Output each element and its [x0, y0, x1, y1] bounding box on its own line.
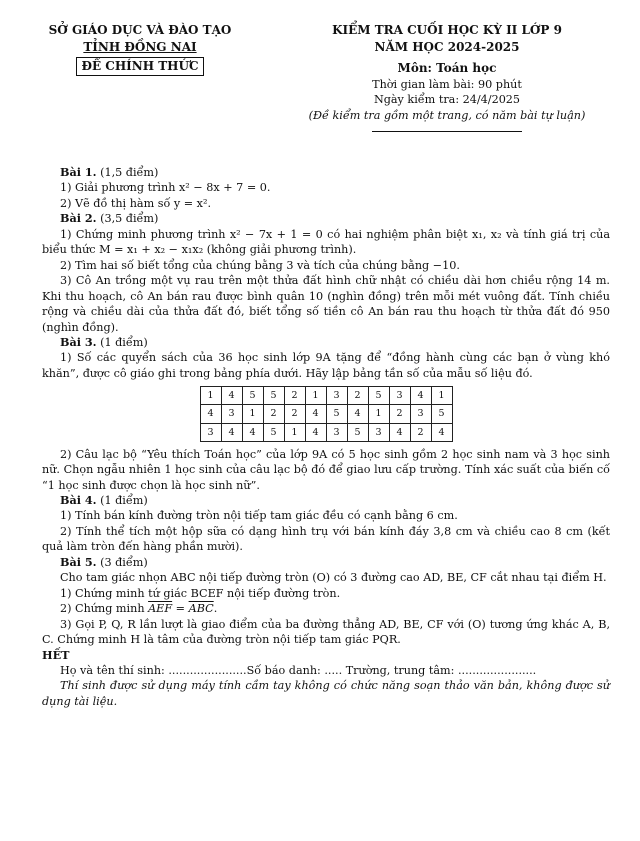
table-cell: 5 [368, 387, 389, 405]
bai1-q2: 2) Vẽ đồ thị hàm số y = x². [60, 196, 212, 210]
bai5-points: (3 điểm) [100, 555, 148, 569]
table-cell: 4 [305, 405, 326, 423]
table-cell: 5 [431, 405, 452, 423]
bai3-heading [42, 335, 610, 350]
table-cell: 4 [410, 387, 431, 405]
table-cell: 1 [284, 423, 305, 441]
table-cell: 2 [284, 405, 305, 423]
bai2-points: (3,5 điểm) [100, 212, 159, 226]
bai5-intro: Cho tam giác nhọn ABC nội tiếp đường tròn (O) có 3 đường cao AD, BE, CF cắt nhau tại điểm H. [60, 571, 607, 585]
department-name: SỞ GIÁO DỤC VÀ ĐÀO TẠO [48, 23, 232, 37]
exam-title: KIỂM TRA CUỐI HỌC KỲ II LỚP 9 [332, 23, 562, 37]
exam-date: Ngày kiểm tra: 24/4/2025 [373, 93, 521, 107]
bai4-q1: 1) Tính bán kính đường tròn nội tiếp tam giác đều có cạnh bằng 6 cm. [60, 509, 458, 523]
candidate-note: Thí sinh được sử dụng máy tính cầm tay không có chức năng soạn thảo văn bản, không được sử dụng tài liệu. [42, 679, 610, 708]
table-cell: 4 [389, 423, 410, 441]
table-cell: 4 [305, 423, 326, 441]
bai4-title: Bài 4. [60, 493, 97, 508]
bai3-points: (1 điểm) [100, 335, 148, 349]
table-cell: 5 [263, 423, 284, 441]
official-stamp: ĐỀ CHÍNH THỨC [76, 57, 203, 76]
arc-aef: $\overline{AEF}$ [148, 602, 173, 616]
bai2-heading [42, 211, 610, 226]
header-divider [372, 131, 522, 132]
bai2-q2: 2) Tìm hai số biết tổng của chúng bằng 3 và tích của chúng bằng −10. [60, 258, 460, 272]
table-cell: 4 [242, 423, 263, 441]
bai5-heading [42, 555, 610, 570]
table-cell: 3 [368, 423, 389, 441]
table-cell: 4 [431, 423, 452, 441]
exam-duration: Thời gian làm bài: 90 phút [372, 77, 522, 91]
bai1-points: (1,5 điểm) [100, 166, 159, 179]
table-cell: 4 [200, 405, 221, 423]
table-cell: 4 [221, 387, 242, 405]
bai5-q3: 3) Gọi P, Q, R lần lượt là giao điểm của ba đường thẳng AD, BE, CF với (O) tương ứng khác A, B, C. Chứng minh H là tâm của đường tròn nội tiếp tam giác PQR. [42, 617, 610, 647]
bai4-points: (1 điểm) [100, 494, 148, 508]
data-table-wrapper [42, 386, 610, 441]
table-cell: 3 [389, 387, 410, 405]
book-count-table [200, 386, 453, 441]
header-right [292, 22, 602, 132]
subject: Môn: Toán học [397, 61, 497, 76]
bai1-heading [42, 165, 610, 180]
table-cell: 3 [410, 405, 431, 423]
table-cell: 3 [200, 423, 221, 441]
bai2-q3: 3) Cô An trồng một vụ rau trên một thửa đất hình chữ nhật có chiều dài hơn chiều rộng 14 m. Khi thu hoạch, cô An bán rau được bình quân 10 (nghìn đồng) trên mỗi mét vuông đất. Tính chiều rộng và chiều dài của thửa đất đó, biết tổng số tiền cô An bán rau thu hoạch từ thửa đất đó 950 (nghìn đồng). [42, 274, 610, 334]
bai4-heading [42, 493, 610, 508]
bai2-title: Bài 2. [60, 211, 97, 226]
table-row [200, 423, 452, 441]
table-cell: 5 [263, 387, 284, 405]
table-cell: 4 [347, 405, 368, 423]
table-cell: 1 [305, 387, 326, 405]
table-cell: 2 [347, 387, 368, 405]
bai1-q1: 1) Giải phương trình x² − 8x + 7 = 0. [60, 181, 271, 195]
table-cell: 3 [326, 387, 347, 405]
province-name: TỈNH ĐỒNG NAI [83, 39, 197, 54]
table-cell: 1 [431, 387, 452, 405]
table-cell: 2 [263, 405, 284, 423]
bai2-q1: 1) Chứng minh phương trình x² − 7x + 1 = 0 có hai nghiệm phân biệt x₁, x₂ và tính giá trị của biểu thức M = x₁ + x₂ − x₁x₂ (không giải phương trình). [42, 227, 610, 257]
table-cell: 5 [326, 405, 347, 423]
table-cell: 1 [242, 405, 263, 423]
table-cell: 4 [221, 423, 242, 441]
bai5-title: Bài 5. [60, 554, 97, 569]
end-marker: HẾT [42, 647, 70, 662]
bai5-q1: 1) Chứng minh tứ giác BCEF nội tiếp đường tròn. [60, 586, 341, 600]
table-cell: 3 [326, 423, 347, 441]
candidate-info: Họ và tên thí sinh: ......................Số báo danh: ..... Trường, trung tâm: ...................... [60, 664, 537, 678]
bai5-q2-suffix: . [213, 602, 218, 616]
school-year: NĂM HỌC 2024-2025 [374, 39, 520, 54]
table-cell: 1 [368, 405, 389, 423]
table-cell: 5 [347, 423, 368, 441]
arc-abc: $\overline{ABC}$ [188, 602, 214, 616]
exam-note: (Đề kiểm tra gồm một trang, có năm bài tự luận) [308, 108, 586, 122]
table-row [200, 387, 452, 405]
bai1-title: Bài 1. [60, 165, 97, 179]
table-cell: 2 [410, 423, 431, 441]
table-cell: 2 [389, 405, 410, 423]
bai3-q1: 1) Số các quyển sách của 36 học sinh lớp 9A tặng để “đồng hành cùng các bạn ở vùng khó khăn”, được cô giáo ghi trong bảng phía dưới. Hãy lập bảng tần số của mẫu số liệu đó. [42, 351, 610, 380]
table-row [200, 405, 452, 423]
bai5-q2-prefix: 2) Chứng minh [60, 602, 149, 616]
bai3-title: Bài 3. [60, 334, 97, 349]
table-cell: 5 [242, 387, 263, 405]
bai4-q2: 2) Tính thể tích một hộp sữa có dạng hình trụ với bán kính đáy 3,8 cm và chiều cao 8 cm (kết quả làm tròn đến hàng phần mười). [42, 524, 610, 554]
table-cell: 1 [200, 387, 221, 405]
header-left [40, 22, 240, 76]
table-cell: 3 [221, 405, 242, 423]
exam-content [42, 165, 610, 709]
bai5-q2-equals: = [172, 602, 189, 616]
bai5-q2 [42, 601, 610, 616]
table-cell: 2 [284, 387, 305, 405]
bai3-q2: 2) Câu lạc bộ “Yêu thích Toán học” của lớp 9A có 5 học sinh gồm 2 học sinh nam và 3 học sinh nữ. Chọn ngẫu nhiên 1 học sinh của câu lạc bộ đó để giao lưu cấp trường. Tính xác suất của biến cố “1 học sinh được chọn là học sinh nữ”. [42, 447, 610, 492]
